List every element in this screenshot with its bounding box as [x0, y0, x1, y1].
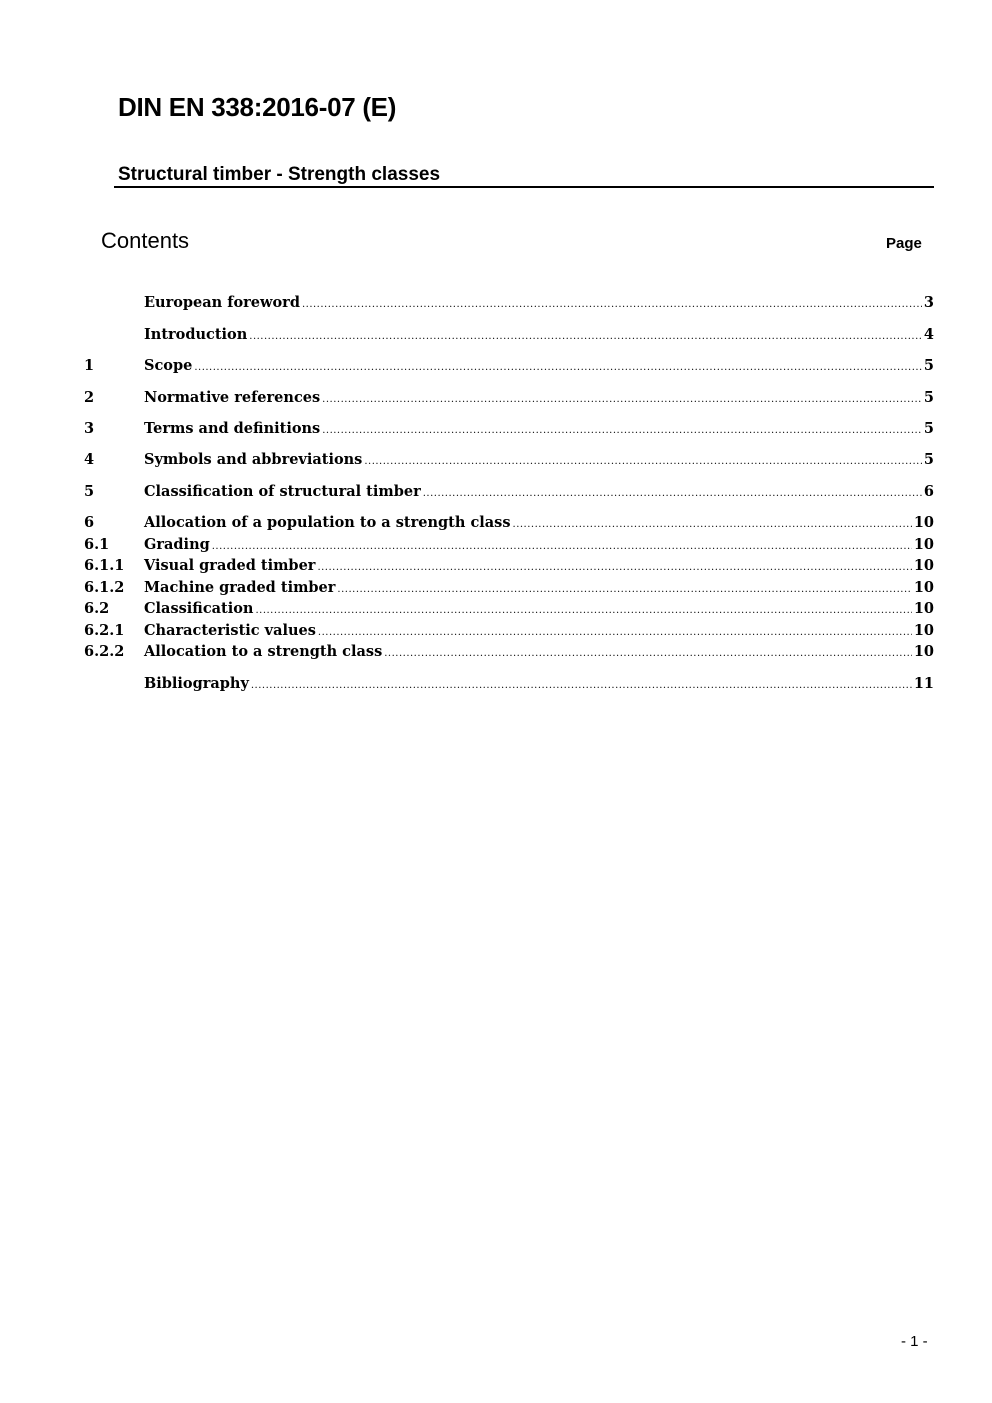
toc-number: 5 [84, 483, 95, 500]
toc-title: European foreword [144, 294, 300, 311]
toc-leader [322, 424, 922, 438]
toc-number: 6.2 [84, 600, 110, 617]
toc-title: Bibliography [144, 675, 249, 692]
toc-entry-classification[interactable] [84, 598, 934, 618]
toc-entry-normative-references[interactable] [84, 387, 934, 407]
toc-title: Terms and definitions [144, 420, 321, 437]
toc-title: Normative references [144, 389, 321, 406]
title-divider [114, 186, 934, 188]
toc-page: 5 [923, 451, 934, 468]
page-column-label: Page [886, 235, 922, 252]
toc-entry-allocation-to-a-strength-class[interactable] [84, 641, 934, 661]
toc-title: Classification of structural timber [144, 483, 421, 500]
toc-entry-symbols-and-abbreviations[interactable] [84, 449, 934, 469]
toc-number: 6.2.1 [84, 622, 125, 639]
toc-number: 6.1 [84, 536, 110, 553]
toc-entry-introduction[interactable] [84, 324, 934, 344]
toc-leader [364, 455, 922, 469]
document-subtitle: Structural timber - Strength classes [118, 164, 441, 185]
toc-leader [249, 330, 922, 344]
toc-entry-terms-and-definitions[interactable] [84, 418, 934, 438]
document-title: DIN EN 338:2016-07 (E) [118, 92, 397, 122]
toc-number: 3 [84, 420, 95, 437]
toc-number: 2 [84, 389, 95, 406]
toc-page: 5 [923, 357, 934, 374]
toc-page: 5 [923, 420, 934, 437]
toc-title: Scope [144, 357, 193, 374]
toc-title: Machine graded timber [144, 579, 336, 596]
toc-page: 10 [913, 557, 934, 574]
toc-title: Symbols and abbreviations [144, 451, 363, 468]
toc-leader [318, 626, 912, 640]
toc-page: 4 [923, 326, 934, 343]
toc-page: 10 [913, 579, 934, 596]
toc-entry-scope[interactable] [84, 355, 934, 375]
toc-leader [317, 561, 911, 575]
toc-leader [322, 393, 922, 407]
toc-entry-grading[interactable] [84, 534, 934, 554]
toc-page: 10 [913, 514, 934, 531]
toc-page: 6 [923, 483, 934, 500]
toc-number: 6.2.2 [84, 643, 125, 660]
toc-title: Introduction [144, 326, 248, 343]
toc-leader [251, 679, 912, 693]
toc-page: 3 [923, 294, 934, 311]
toc-number: 1 [84, 357, 95, 374]
toc-title: Visual graded timber [144, 557, 316, 574]
toc-leader [384, 647, 912, 661]
toc-title: Characteristic values [144, 622, 316, 639]
toc-entry-bibliography[interactable] [84, 673, 934, 693]
contents-heading: Contents [101, 228, 190, 253]
toc-entry-visual-graded-timber[interactable] [84, 555, 934, 575]
toc-page: 11 [913, 675, 934, 692]
toc-leader [302, 298, 922, 312]
toc-number: 6.1.2 [84, 579, 125, 596]
toc-leader [513, 518, 912, 532]
toc-page: 5 [923, 389, 934, 406]
toc-entry-machine-graded-timber[interactable] [84, 577, 934, 597]
toc-leader [255, 604, 911, 618]
toc-number: 6.1.1 [84, 557, 125, 574]
toc-number: 4 [84, 451, 95, 468]
toc-page: 10 [913, 600, 934, 617]
toc-leader [212, 540, 912, 554]
toc-leader [194, 361, 922, 375]
toc-leader [337, 583, 911, 597]
toc-page: 10 [913, 643, 934, 660]
toc-page: 10 [913, 622, 934, 639]
toc-entry-allocation-of-a-population[interactable] [84, 512, 934, 532]
page-number: - 1 - [901, 1333, 928, 1350]
toc-entry-classification-of-structural-timber[interactable] [84, 481, 934, 501]
toc-leader [423, 487, 922, 501]
toc-title: Grading [144, 536, 210, 553]
toc-entry-european-foreword[interactable] [84, 292, 934, 312]
toc-number: 6 [84, 514, 95, 531]
toc-title: Classification [144, 600, 254, 617]
toc-title: Allocation of a population to a strength class [144, 514, 511, 531]
toc-title: Allocation to a strength class [144, 643, 383, 660]
toc-page: 10 [913, 536, 934, 553]
toc-entry-characteristic-values[interactable] [84, 620, 934, 640]
